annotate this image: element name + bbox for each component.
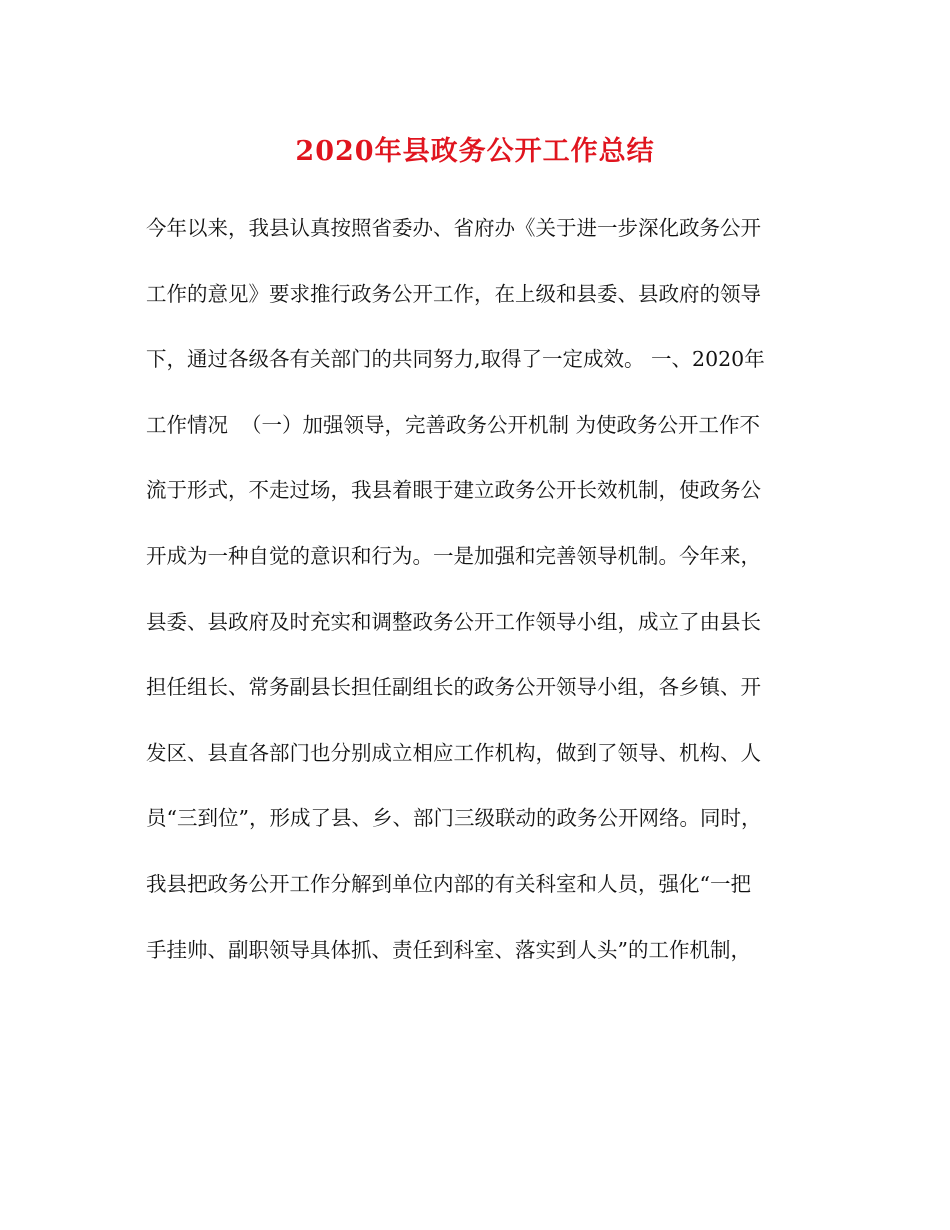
body-line: 开成为一种自觉的意识和行为。一是加强和完善领导机制。今年来， xyxy=(146,543,761,568)
body-line: 工作的意见》要求推行政务公开工作，在上级和县委、县政府的领导 xyxy=(146,281,761,306)
body-line: 县委、县政府及时充实和调整政务公开工作领导小组，成立了由县长 xyxy=(146,609,761,634)
body-line: 流于形式，不走过场，我县着眼于建立政务公开长效机制，使政务公 xyxy=(146,478,761,503)
body-line: 担任组长、常务副县长担任副组长的政务公开领导小组，各乡镇、开 xyxy=(146,675,761,700)
body-line: 下，通过各级各有关部门的共同努力,取得了一定成效。 一、2020年 xyxy=(146,347,765,372)
body-line: 我县把政务公开工作分解到单位内部的有关科室和人员，强化“一把 xyxy=(146,871,751,896)
document-body xyxy=(146,208,816,995)
body-line: 工作情况 （一）加强领导，完善政务公开机制 为使政务公开工作不 xyxy=(146,412,761,437)
body-line: 手挂帅、副职领导具体抓、责任到科室、落实到人头”的工作机制， xyxy=(146,937,751,962)
body-line: 员“三到位”，形成了县、乡、部门三级联动的政务公开网络。同时， xyxy=(146,806,762,831)
document-title: 2020年县政务公开工作总结 xyxy=(295,136,655,167)
body-line: 发区、县直各部门也分别成立相应工作机构，做到了领导、机构、人 xyxy=(146,740,761,765)
body-line: 今年以来，我县认真按照省委办、省府办《关于进一步深化政务公开 xyxy=(146,216,761,240)
